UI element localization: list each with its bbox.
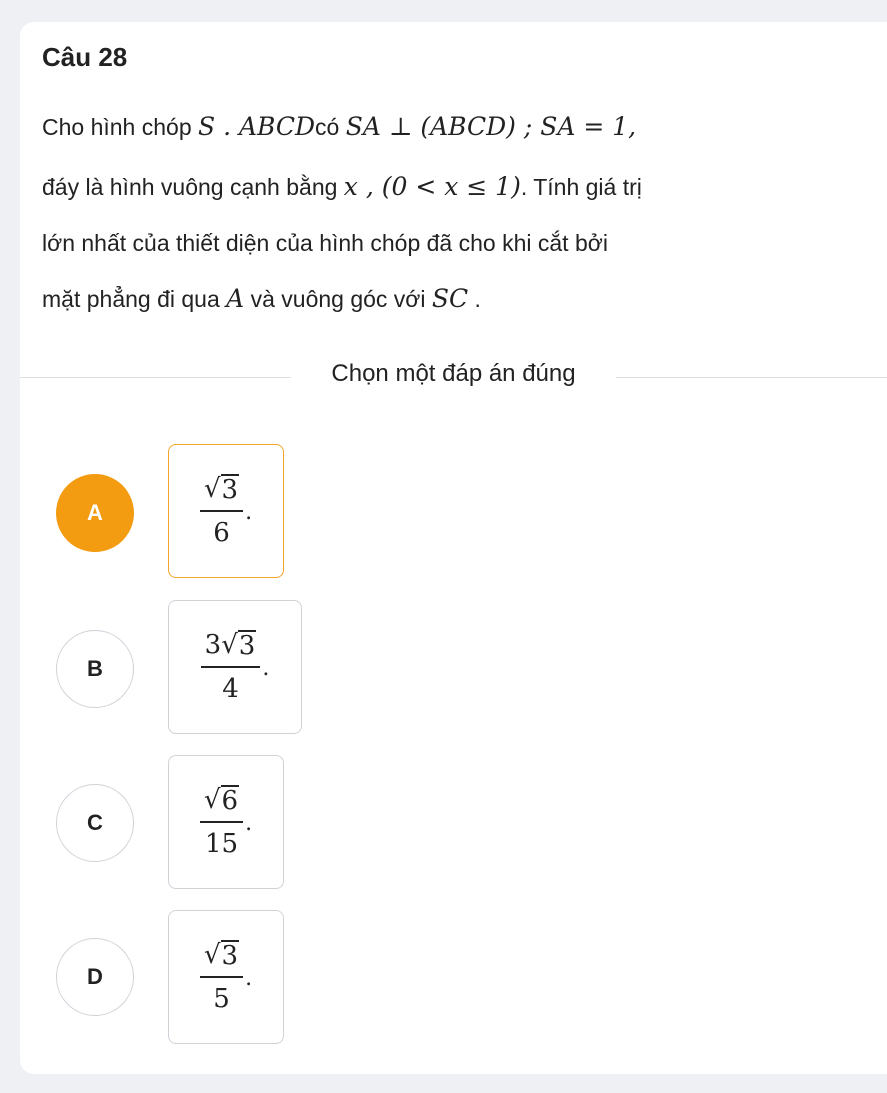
option-b-button[interactable]: B (56, 630, 134, 708)
question-line-3: lớn nhất của thiết diện của hình chóp đã cho khi cắt bởi (42, 230, 608, 256)
option-d-answer[interactable]: √ 3 5 . (168, 910, 284, 1044)
option-a-answer[interactable]: √ 3 6 . (168, 444, 284, 578)
option-b-answer[interactable]: 3 √ 3 4 . (168, 600, 302, 734)
fraction: √ 3 6 (200, 474, 243, 549)
fraction: 3 √ 3 4 (201, 630, 261, 705)
question-line-2: đáy là hình vuông cạnh bằng x , (0 < x ≤ 1). Tính giá trị (42, 172, 642, 201)
question-line-1: Cho hình chóp S . ABCDcó SA ⊥ (ABCD) ; SA = 1, (42, 112, 637, 141)
instruction-divider (20, 360, 887, 396)
option-c-answer[interactable]: √ 6 15 . (168, 755, 284, 889)
instruction-label: Chọn một đáp án đúng (291, 360, 615, 387)
option-a-button[interactable]: A (56, 474, 134, 552)
option-d-button[interactable]: D (56, 938, 134, 1016)
question-number: Câu 28 (42, 42, 128, 72)
fraction: √ 3 5 (200, 940, 243, 1015)
option-c-button[interactable]: C (56, 784, 134, 862)
question-line-4: mặt phẳng đi qua A và vuông góc với SC . (42, 284, 481, 313)
fraction: √ 6 15 (200, 785, 243, 860)
